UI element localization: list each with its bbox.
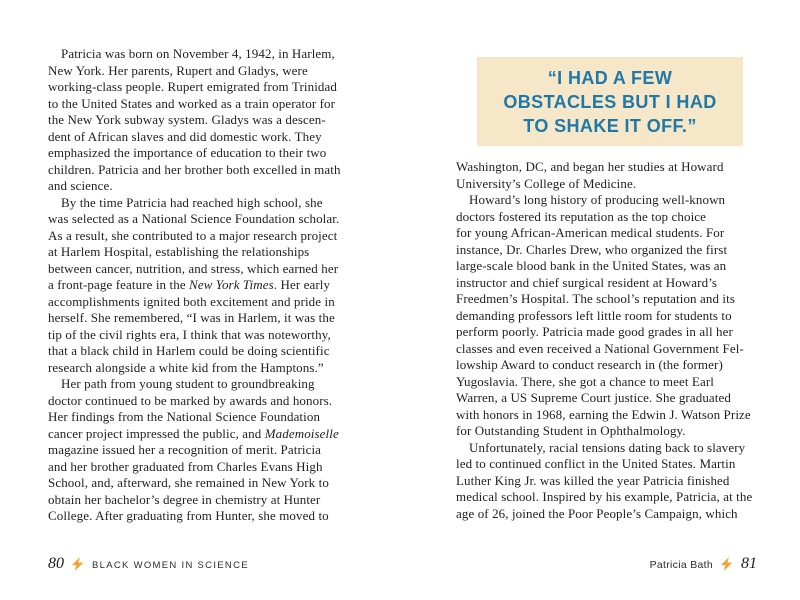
text-line: magazine issued her a recognition of merit. Patricia	[48, 442, 322, 457]
right-page-footer	[650, 553, 757, 575]
text-line: with honors in 1968, earning the Edwin J. Watson Prize	[456, 406, 751, 422]
text-line: to the United States and worked as a train operator for	[48, 95, 336, 111]
text-line: University’s College of Medicine.	[456, 175, 637, 191]
text-line: TO SHAKE IT OFF.”	[523, 115, 697, 136]
text-line: that a black child in Harlem could be doing scientific	[48, 343, 330, 358]
text-line: Warren, a US Supreme Court justice. She graduated	[456, 390, 731, 405]
book-title: BLACK WOMEN IN SCIENCE	[92, 559, 249, 571]
text-line: obtain her bachelor’s degree in chemistry at Hunter	[48, 491, 321, 507]
pull-quote-box	[477, 57, 743, 146]
text-line: emphasized the importance of education to their two	[48, 145, 327, 160]
text-line: instructor and chief surgical resident at Howard’s	[456, 274, 718, 290]
text-line: a front-page feature in the New York Times. Her early	[48, 277, 331, 292]
text-line: doctor continued to be marked by awards and honors.	[48, 392, 333, 408]
left-page-footer	[48, 553, 249, 575]
text-line: led to continued conflict in the United States. Martin	[456, 456, 736, 471]
text-line: School, and, afterward, she remained in New York to	[48, 475, 329, 490]
text-line: herself. She remembered, “I was in Harlem, it was the	[48, 310, 335, 325]
lightning-bolt-icon	[72, 557, 84, 571]
page-number-left: 80	[48, 555, 64, 572]
text-line: working-class people. Rupert emigrated from Trinidad	[48, 79, 337, 94]
text-line: “I HAD A FEW	[547, 67, 673, 88]
right-page-text	[456, 159, 762, 522]
text-line: cancer project impressed the public, and Mademoiselle	[48, 425, 339, 441]
text-line: instance, Dr. Charles Drew, who organized the first	[456, 241, 728, 257]
text-line: research alongside a white kid from the Hamptons.”	[48, 359, 324, 375]
text-line: doctors fostered its reputation as the top choice	[456, 208, 707, 224]
text-line: Unfortunately, racial tensions dating back to slavery	[469, 439, 746, 455]
left-page-text	[48, 46, 354, 525]
lightning-bolt-icon	[721, 557, 733, 571]
text-line: classes and even received a National Government Fel-	[456, 340, 744, 356]
text-line: dent of African slaves and did domestic work. They	[48, 128, 322, 144]
text-line: tip of the civil rights era, I think that was noteworthy,	[48, 326, 331, 342]
text-line: and science.	[48, 178, 113, 193]
text-line: Howard’s long history of producing well-known	[469, 192, 726, 207]
text-line: Her path from young student to groundbreaking	[61, 376, 315, 391]
text-line: OBSTACLES BUT I HAD	[503, 91, 717, 112]
text-line: As a result, she contributed to a major research project	[48, 227, 338, 243]
text-line: children. Patricia and her brother both excelled in math	[48, 161, 341, 177]
text-line: the New York subway system. Gladys was a descen-	[48, 112, 326, 127]
text-line: between cancer, nutrition, and stress, which earned her	[48, 260, 339, 276]
text-line: and her brother graduated from Charles Evans High	[48, 458, 323, 474]
text-line: for young African-American medical students. For	[456, 225, 725, 240]
text-line: Luther King Jr. was killed the year Patricia finished	[456, 472, 730, 488]
text-line: medical school. Inspired by his example, Patricia, at the	[456, 489, 753, 504]
text-line: College. After graduating from Hunter, she moved to	[48, 508, 329, 523]
text-line: Patricia was born on November 4, 1942, in Harlem,	[61, 46, 335, 61]
text-line: for Outstanding Student in Ophthalmology.	[456, 423, 686, 438]
text-line: large-scale blood bank in the United States, was an	[456, 258, 727, 273]
text-line: Washington, DC, and began her studies at Howard	[456, 159, 724, 174]
text-line: was selected as a National Science Foundation scholar.	[48, 211, 340, 226]
text-line: accomplishments ignited both excitement and pride in	[48, 293, 335, 309]
text-line: at Harlem Hospital, establishing the relationships	[48, 244, 310, 259]
chapter-title: Patricia Bath	[649, 559, 713, 571]
text-line: By the time Patricia had reached high school, she	[61, 194, 323, 210]
text-line: perform poorly. Patricia made good grades in all her	[456, 324, 733, 339]
text-line: Her findings from the National Science Foundation	[48, 409, 321, 424]
text-line: demanding professors left little room for students to	[456, 307, 732, 323]
text-line: lowship Award to conduct research in (the former)	[456, 357, 723, 372]
text-line: New York. Her parents, Rupert and Gladys, were	[48, 62, 308, 78]
text-line: Yugoslavia. There, she got a chance to meet Earl	[456, 373, 714, 389]
text-line: Freedmen’s Hospital. The school’s reputation and its	[456, 291, 735, 306]
page-number-right: 81	[741, 555, 757, 572]
text-line: age of 26, joined the Poor People’s Campaign, which	[456, 505, 738, 521]
